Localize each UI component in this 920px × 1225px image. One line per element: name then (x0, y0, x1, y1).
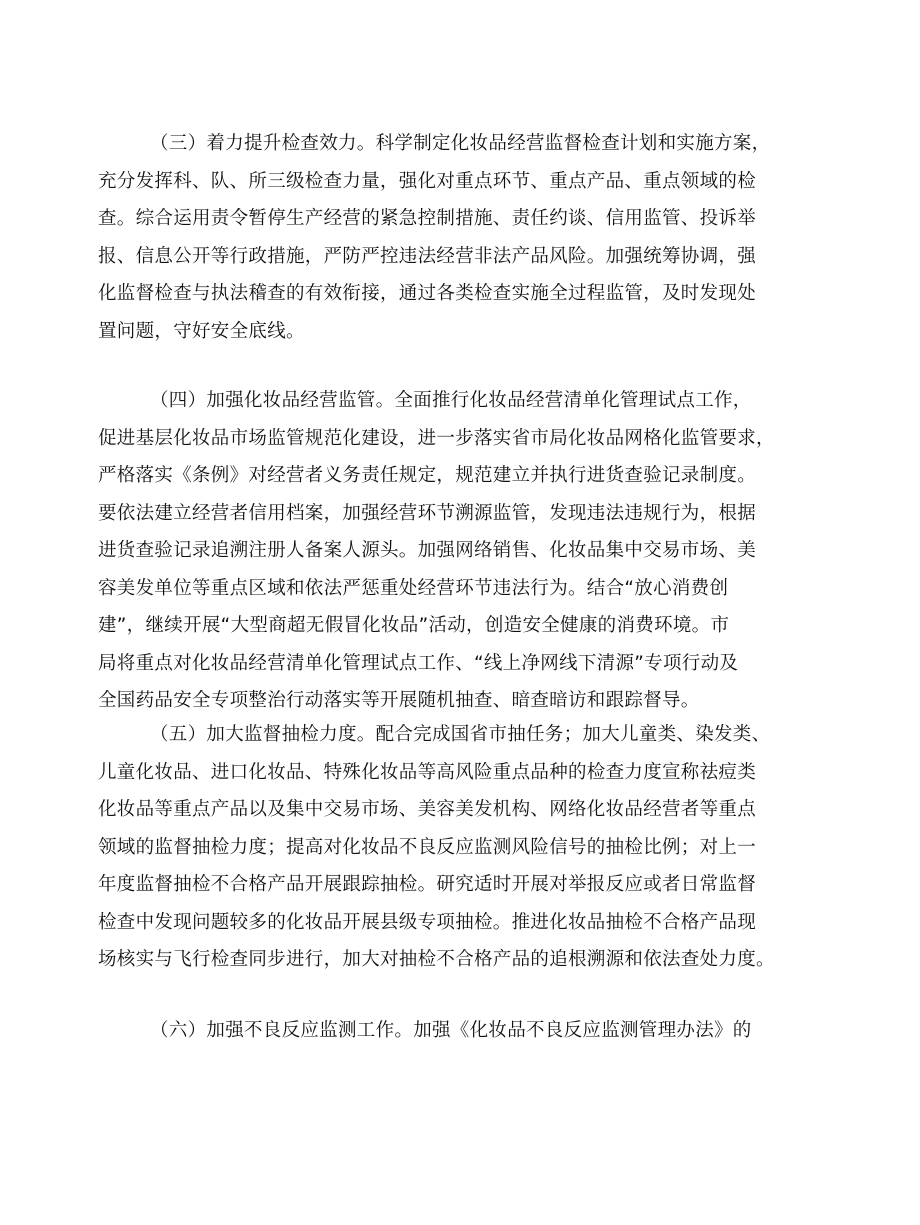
paragraph-section-3 (98, 125, 838, 350)
paragraph-line: 建”，继续开展“大型商超无假冒化妆品”活动，创造安全健康的消费环境。市 (98, 615, 730, 636)
paragraph-line: 要依法建立经营者信用档案，加强经营环节溯源监管，发现违法违规行为，根据 (98, 502, 757, 524)
paragraph-line: 严格落实《条例》对经营者义务责任规定，规范建立并执行进货查验记录制度。 (98, 465, 757, 486)
paragraph-line: 报、信息公开等行政措施，严防严控违法经营非法产品风险。加强统筹协调，强 (98, 245, 757, 267)
paragraph-line: 置问题，守好安全底线。 (98, 320, 305, 342)
paragraph-line: 场核实与飞行检查同步进行，加大对抽检不合格产品的追根溯源和依法查处力度。 (98, 949, 775, 970)
paragraph-line: 全国药品安全专项整治行动落实等开展随机抽查、暗查暗访和跟踪督导。 (98, 690, 700, 711)
paragraph-line: （六）加强不良反应监测工作。加强《化妆品不良反应监测管理办法》的 (150, 1020, 752, 1041)
paragraph-line: 化妆品等重点产品以及集中交易市场、美容美发机构、网络化妆品经营者等重点 (98, 799, 757, 820)
paragraph-section-6 (98, 1012, 838, 1050)
paragraph-line: 容美发单位等重点区域和依法严惩重处经营环节违法行为。结合“放心消费创 (98, 577, 729, 599)
paragraph-line: 儿童化妆品、进口化妆品、特殊化妆品等高风险重点品种的检查力度宣称祛痘类 (98, 761, 757, 783)
paragraph-line: 促进基层化妆品市场监管规范化建设，进一步落实省市局化妆品网格化监管要求， (98, 427, 775, 449)
paragraph-line: 进货查验记录追溯注册人备案人源头。加强网络销售、化妆品集中交易市场、美 (98, 540, 757, 561)
paragraph-line: 年度监督抽检不合格产品开展跟踪抽检。研究适时开展对举报反应或者日常监督 (98, 874, 757, 895)
paragraph-line: 化监督检查与执法稽查的有效衔接，通过各类检查实施全过程监管，及时发现处 (98, 283, 757, 304)
paragraph-line: 查。综合运用责令暂停生产经营的紧急控制措施、责任约谈、信用监管、投诉举 (98, 208, 757, 229)
paragraph-section-4 (98, 382, 838, 720)
paragraph-line: （三）着力提升检查效力。科学制定化妆品经营监督检查计划和实施方案， (150, 133, 771, 154)
paragraph-line: 局将重点对化妆品经营清单化管理试点工作、“线上净网线下清源”专项行动及 (98, 652, 739, 674)
paragraph-line: 领域的监督抽检力度；提高对化妆品不良反应监测风险信号的抽检比例；对上一 (98, 836, 757, 858)
paragraph-line: （五）加大监督抽检力度。配合完成国省市抽任务；加大儿童类、染发类、 (150, 724, 771, 745)
paragraph-section-5 (98, 716, 838, 979)
paragraph-line: （四）加强化妆品经营监管。全面推行化妆品经营清单化管理试点工作， (150, 390, 752, 411)
paragraph-line: 充分发挥科、队、所三级检查力量，强化对重点环节、重点产品、重点领域的检 (98, 170, 757, 192)
paragraph-line: 检查中发现问题较多的化妆品开展县级专项抽检。推进化妆品抽检不合格产品现 (98, 911, 757, 933)
